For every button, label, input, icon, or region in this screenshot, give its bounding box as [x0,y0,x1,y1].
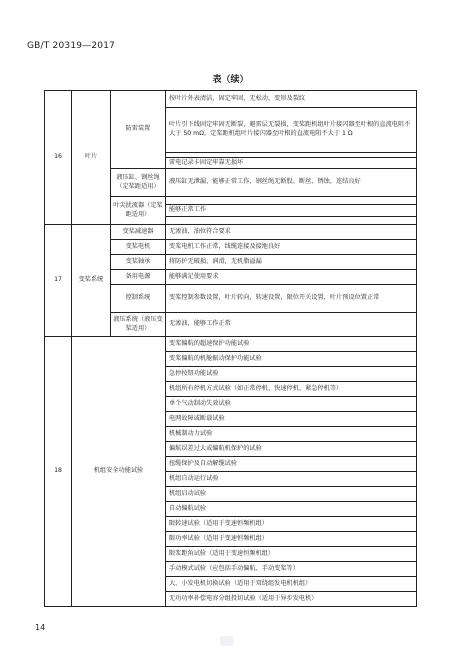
requirement: 大、小发电机切换试验（适用于双绕组发电机机组） [166,577,417,592]
requirement: 机组所有停机方式试验（如正常停机、快速停机、紧急停机等） [166,382,417,397]
sub-item: 叶尖扰流器（定桨距适用） [111,197,166,225]
requirement: 限功率试验（适用于变速恒频机组） [166,532,417,547]
requirement: 将防护无破损，润滑，无机脂溢漏 [166,255,417,270]
requirement: 无功功率补偿电容分组投切试验（适用于异步发电机） [166,592,417,607]
sub-item: 控制系统 [111,285,166,313]
requirement: 无渗油，油位符合要求 [166,225,417,240]
sub-item: 液压缸、钢丝绳（定桨距适用） [111,169,166,197]
requirement: 限转速试验（适用于变速恒频机组） [166,517,417,532]
table-row [45,225,417,240]
requirement: 变桨偏航的机舱振动保护功能试验 [166,352,417,367]
requirement-spacer [166,197,417,205]
sub-item: 液压系统（液压变桨适用） [111,313,166,337]
standard-code: GB/T 20319—2017 [27,41,116,51]
sub-item: 变桨电机 [111,240,166,255]
item-name: 叶片 [72,91,111,225]
sub-item: 备用电源 [111,270,166,285]
requirement: 能够正常工作 [166,205,417,217]
table-caption: 表（续） [212,75,249,85]
page-number: 14 [35,623,46,632]
sub-item: 变桨减速器 [111,225,166,240]
requirement: 雷电记录卡固定牢靠无损坏 [166,158,417,169]
item-name: 机组安全功能试验 [72,337,166,607]
requirement: 变桨偏航的超速保护功能试验 [166,337,417,352]
requirement-spacer [166,217,417,225]
requirement: 无渗油，能够工作正常 [166,313,417,337]
requirement: 手动模式试验（应包括手动偏航、手动变桨等） [166,562,417,577]
requirement: 液压缸无泄漏，能够正常工作，钢丝绳无断股、断丝、锈蚀，连结良好 [166,169,417,197]
sub-item: 防雷装置 [111,91,166,169]
requirement: 电网故障或断载试验 [166,412,417,427]
requirement: 变桨电机工作正常，线缆连接及接地良好 [166,240,417,255]
item-name: 变桨系统 [72,225,111,337]
requirement: 机械制动力试验 [166,427,417,442]
row-number: 17 [45,225,72,337]
requirement: 机组自动运行试验 [166,472,417,487]
requirement: 自动偏航试验 [166,502,417,517]
requirement: 偏航误差过大或偏航机保护的试验 [166,442,417,457]
requirement: 机组启动试验 [166,487,417,502]
table-row [45,91,417,108]
inspection-table [44,90,417,607]
watermark-mark [220,636,234,646]
sub-item: 变桨轴承 [111,255,166,270]
row-number: 18 [45,337,72,607]
requirement: 按叶片外表清洁，固定牢固，无松动、变形及裂纹 [166,91,417,108]
requirement: 限浆距角试验（适用于变速恒频机组） [166,547,417,562]
requirement: 急停按钮功能试验 [166,367,417,382]
requirement: 变桨控制参数设置，叶片转向，转速设置，限位开关设置，叶片预设位置正常 [166,285,417,313]
requirement: 单个气动制动失效试验 [166,397,417,412]
requirement: 叶片引下线固定牢固无断裂，避雷层无裂损，变桨距机组叶片接闪器至叶根的直流电阻不大于 50 mΩ，定桨距机组叶片接闪器至叶根的直流电阻不大于 1 Ω [166,108,417,153]
row-number: 16 [45,91,72,225]
requirement: 扭缆保护及自动解缆试验 [166,457,417,472]
requirement: 能够满足使用要求 [166,270,417,285]
table-row [45,337,417,352]
